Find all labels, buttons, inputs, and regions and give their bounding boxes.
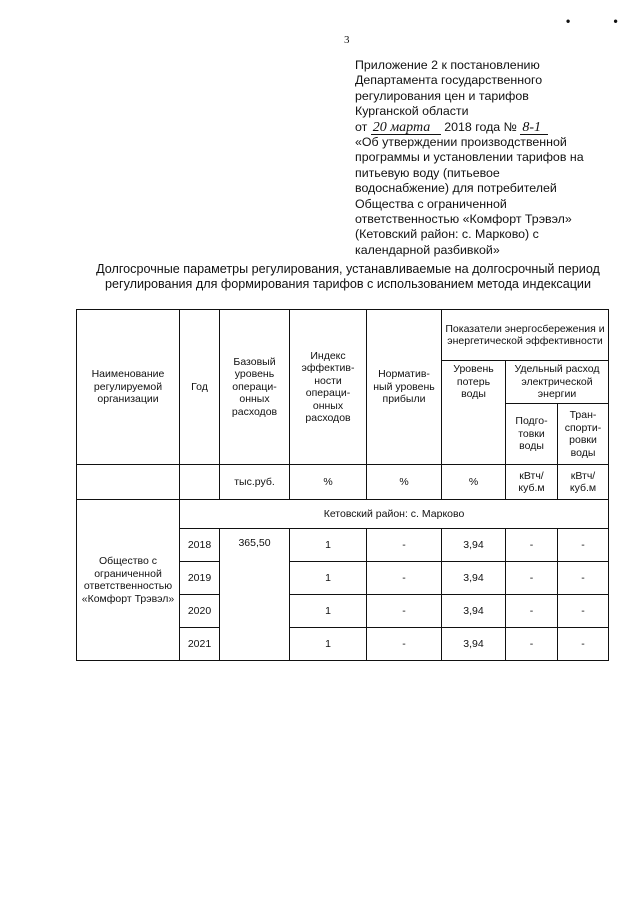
header-prep: Подго-товки воды [506,404,558,465]
section-title [78,262,618,292]
unit-org-empty [77,465,180,500]
appendix-title-line: Общества с ограниченной [355,196,507,211]
header-specific-group: Удельный расход электрической энергии [506,361,609,404]
cell-transport: - [558,529,609,562]
cell-profit: - [367,628,442,661]
appendix-line: регулирования цен и тарифов [355,88,529,103]
corner-marks: • • [566,14,638,28]
cell-prep: - [506,562,558,595]
appendix-title-line: программы и установлении тарифов на [355,150,584,165]
appendix-title-line: «Об утверждении производственной [355,135,567,150]
cell-prep: - [506,628,558,661]
cell-prep: - [506,595,558,628]
cell-profit: - [367,595,442,628]
cell-losses: 3,94 [442,562,506,595]
parameters-table [76,309,609,661]
header-index: Индекс эффектив-ности операци-онных расходов [290,310,367,465]
cell-profit: - [367,562,442,595]
unit-profit: % [367,465,442,500]
cell-losses: 3,94 [442,628,506,661]
cell-losses: 3,94 [442,595,506,628]
appendix-line: Приложение 2 к постановлению [355,58,540,72]
from-prefix: от [355,119,368,134]
header-energy-group: Показатели энергосбережения и энергетической эффективности [442,310,609,361]
cell-year: 2019 [180,562,220,595]
section-title-line: Долгосрочные параметры регулирования, устанавливаемые на долгосрочный период [96,262,600,276]
appendix-title-line: ответственностью «Комфорт Трэвэл» [355,212,572,227]
appendix-line: Курганской области [355,104,469,119]
cell-index: 1 [290,529,367,562]
appendix-title-line: водоснабжение) для потребителей [355,181,557,196]
unit-losses: % [442,465,506,500]
handwritten-date: 20 марта [371,121,441,135]
cell-index: 1 [290,562,367,595]
cell-transport: - [558,628,609,661]
region-label: Кетовский район: с. Марково [180,500,609,529]
cell-transport: - [558,595,609,628]
cell-index: 1 [290,595,367,628]
unit-index: % [290,465,367,500]
unit-transport: кВтч/ куб.м [558,465,609,500]
header-base: Базовый уровень операци-онных расходов [220,310,290,465]
appendix-title-line: (Кетовский район: с. Марково) с [355,227,539,242]
appendix-title-line: питьевую воду (питьевое [355,165,500,180]
cell-prep: - [506,529,558,562]
page-number: 3 [344,34,350,46]
header-transport: Тран-спорти-ровки воды [558,404,609,465]
header-losses: Уровень потерь воды [442,361,506,465]
handwritten-number: 8-1 [520,121,548,135]
section-title-line: регулирования для формирования тарифов с использованием метода индексации [105,277,591,291]
cell-profit: - [367,529,442,562]
cell-year: 2018 [180,529,220,562]
appendix-date-line [355,120,625,135]
unit-base: тыс.руб. [220,465,290,500]
cell-year: 2020 [180,595,220,628]
cell-base-value: 365,50 [220,529,290,661]
cell-index: 1 [290,628,367,661]
cell-year: 2021 [180,628,220,661]
appendix-block [355,58,625,258]
appendix-title-line: календарной разбивкой» [355,242,500,257]
unit-prep: кВтч/ куб.м [506,465,558,500]
unit-year-empty [180,465,220,500]
cell-losses: 3,94 [442,529,506,562]
appendix-line: Департамента государственного [355,73,543,88]
header-profit: Норматив-ный уровень прибыли [367,310,442,465]
cell-transport: - [558,562,609,595]
year-text: 2018 года № [444,119,517,134]
header-year: Год [180,310,220,465]
organization-name: Общество с ограниченной ответственностью «Комфорт Трэвэл» [77,500,180,661]
header-org: Наименование регулируемой организации [77,310,180,465]
